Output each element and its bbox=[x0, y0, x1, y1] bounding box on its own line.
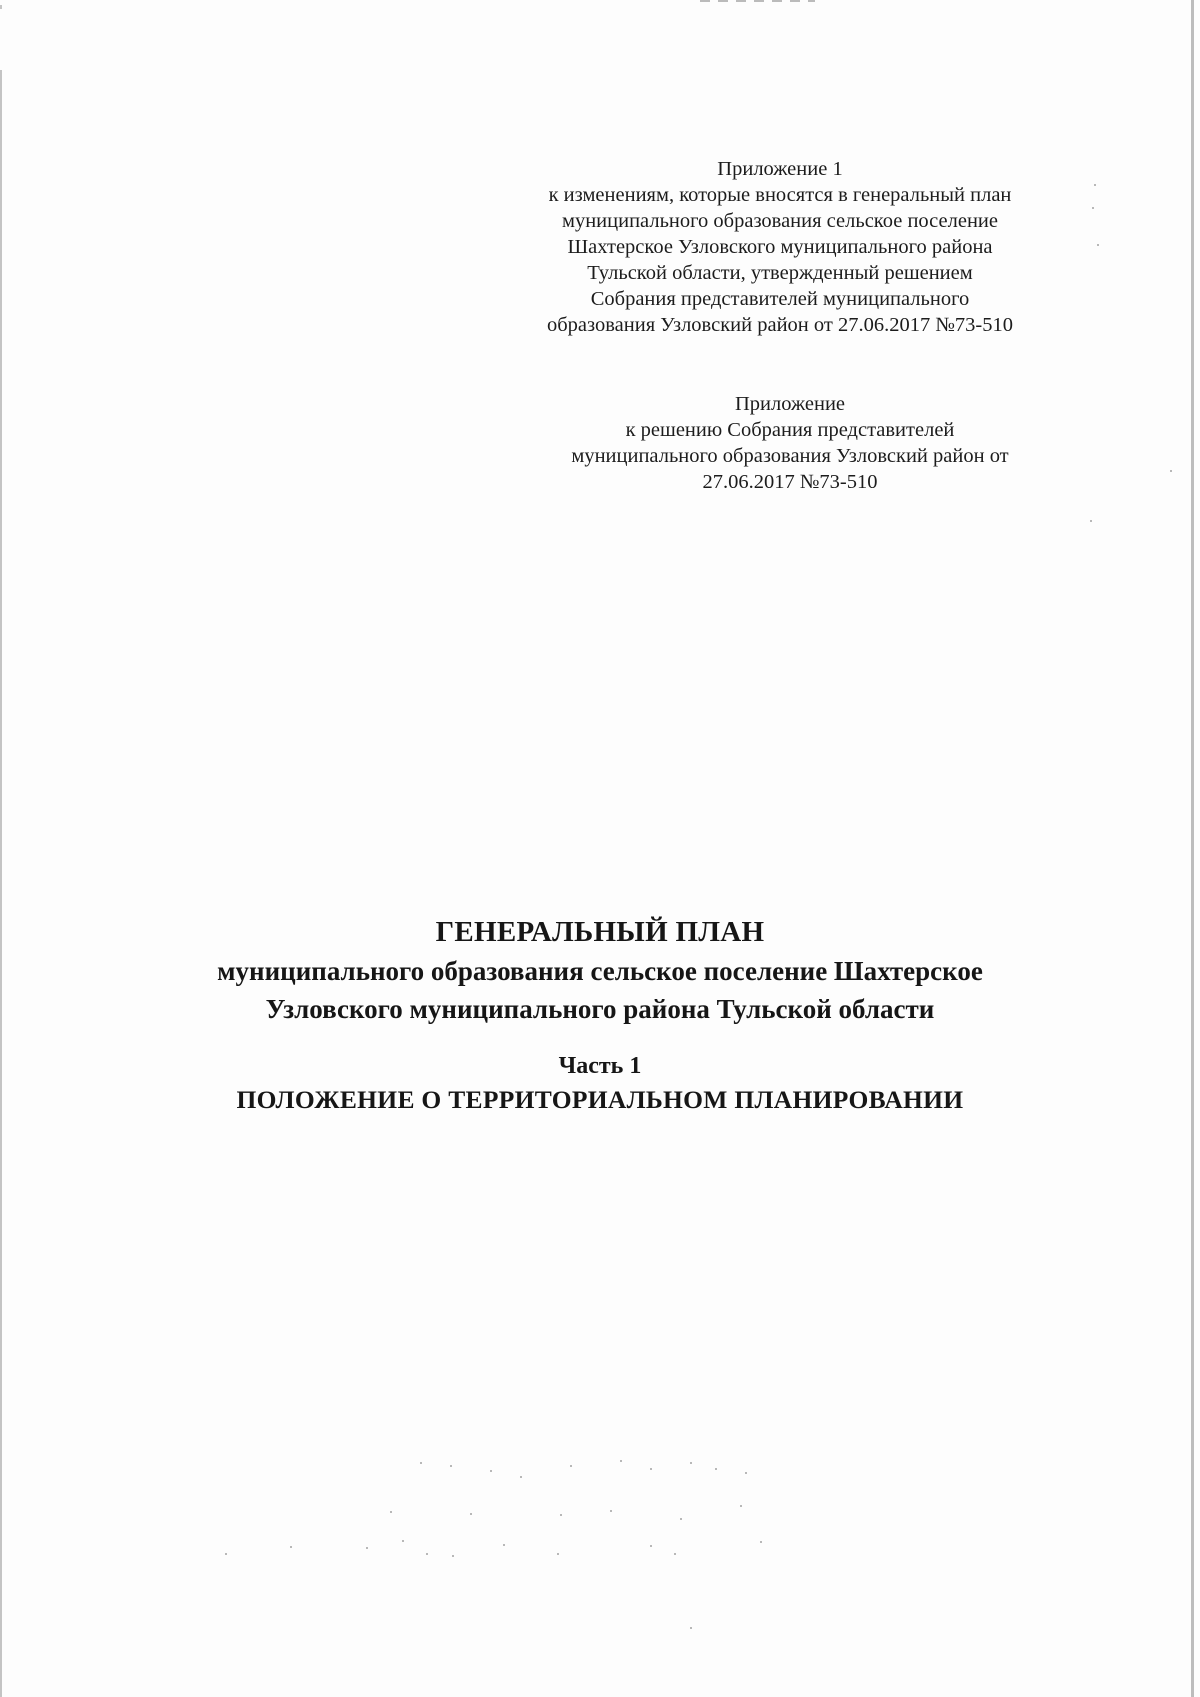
scan-speck bbox=[610, 1510, 612, 1512]
scan-edge-right bbox=[1191, 0, 1194, 1697]
appendix-2-line: 27.06.2017 №73-510 bbox=[702, 471, 878, 493]
scan-speck bbox=[680, 1518, 682, 1520]
appendix-1-heading: Приложение 1 bbox=[717, 158, 843, 180]
appendix-1-block bbox=[500, 156, 1060, 338]
scan-speck bbox=[470, 1513, 472, 1515]
scan-speck bbox=[490, 1470, 492, 1472]
scan-artifact-top bbox=[700, 0, 815, 2]
appendix-2-line: к решению Собрания представителей bbox=[625, 419, 955, 441]
scan-speck bbox=[650, 1545, 652, 1547]
appendix-1-line: Шахтерское Узловского муниципального района bbox=[567, 236, 993, 258]
part-title: ПОЛОЖЕНИЕ О ТЕРРИТОРИАЛЬНОМ ПЛАНИРОВАНИИ bbox=[236, 1085, 964, 1114]
scan-speck bbox=[715, 1468, 717, 1470]
scan-edge-left bbox=[0, 70, 2, 1697]
scan-speck bbox=[620, 1460, 622, 1462]
scan-speck bbox=[560, 1514, 562, 1516]
scan-speck bbox=[650, 1468, 652, 1470]
scan-speck bbox=[503, 1544, 505, 1546]
part-label: Часть 1 bbox=[558, 1053, 642, 1079]
scan-speck bbox=[366, 1547, 368, 1549]
scan-speck bbox=[402, 1540, 404, 1542]
scan-speck bbox=[1094, 184, 1096, 186]
scan-edge-left-top bbox=[0, 5, 2, 9]
scan-speck bbox=[690, 1462, 692, 1464]
appendix-1-line: к изменениям, которые вносятся в генеральный план bbox=[548, 184, 1012, 206]
scan-speck bbox=[690, 1627, 692, 1629]
scan-speck bbox=[1090, 520, 1092, 522]
scan-speck bbox=[426, 1553, 428, 1555]
scan-speck bbox=[450, 1465, 452, 1467]
document-title: ГЕНЕРАЛЬНЫЙ ПЛАН bbox=[435, 916, 765, 948]
scan-speck bbox=[452, 1555, 454, 1557]
appendix-1-line: Тульской области, утвержденный решением bbox=[587, 262, 973, 284]
scan-speck bbox=[290, 1546, 292, 1548]
scan-speck bbox=[740, 1505, 742, 1507]
scan-speck bbox=[570, 1465, 572, 1467]
document-subtitle-line: муниципального образования сельское поселение Шахтерское bbox=[217, 956, 983, 986]
appendix-1-line: муниципального образования сельское поселение bbox=[561, 210, 998, 232]
scan-speck bbox=[390, 1511, 392, 1513]
scan-speck bbox=[1097, 244, 1099, 246]
document-subtitle-line: Узловского муниципального района Тульской области bbox=[265, 994, 935, 1024]
scan-speck bbox=[520, 1476, 522, 1478]
scan-speck bbox=[1170, 470, 1172, 472]
appendix-1-line: Собрания представителей муниципального bbox=[590, 288, 970, 310]
appendix-2-line: муниципального образования Узловский район от bbox=[571, 445, 1009, 467]
scan-speck bbox=[1092, 207, 1094, 209]
scan-speck bbox=[225, 1553, 227, 1555]
appendix-2-heading: Приложение bbox=[734, 393, 846, 415]
scan-speck bbox=[745, 1472, 747, 1474]
appendix-2-block bbox=[510, 391, 1070, 495]
scan-speck bbox=[420, 1462, 422, 1464]
part-block bbox=[100, 1050, 1100, 1117]
appendix-1-line: образования Узловский район от 27.06.2017 №73-510 bbox=[547, 314, 1013, 336]
scan-speck bbox=[760, 1541, 762, 1543]
document-title-block bbox=[100, 912, 1100, 1028]
scan-speck bbox=[674, 1553, 676, 1555]
scan-speck bbox=[557, 1553, 559, 1555]
